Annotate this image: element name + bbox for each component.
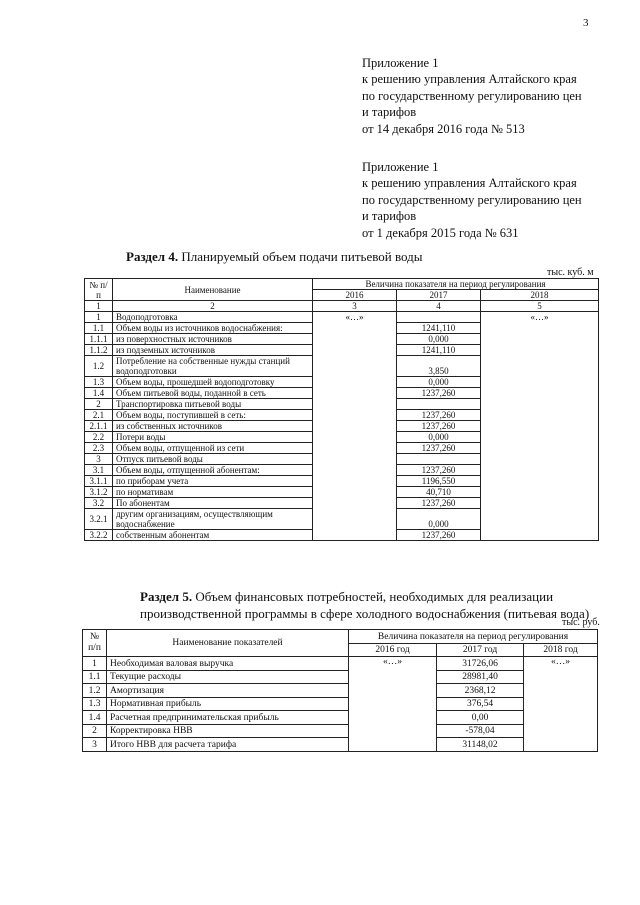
row-number: 1.4 bbox=[83, 711, 107, 725]
value-2016: «…» bbox=[349, 657, 437, 752]
row-number: 3 bbox=[83, 738, 107, 752]
row-name: Потребление на собственные нужды станций водоподготовки bbox=[113, 356, 313, 377]
row-number: 2.3 bbox=[85, 443, 113, 454]
row-name: из поверхностных источников bbox=[113, 334, 313, 345]
value-2017: 31148,02 bbox=[437, 738, 524, 752]
table-row bbox=[83, 711, 598, 725]
appendix-line: и тарифов bbox=[362, 209, 417, 224]
table-row bbox=[83, 738, 598, 752]
value-2017: 0,000 bbox=[397, 334, 481, 345]
row-number: 1.3 bbox=[83, 697, 107, 711]
appendix-line: Приложение 1 bbox=[362, 56, 439, 70]
row-number: 2.1.1 bbox=[85, 421, 113, 432]
value-2017: 1237,260 bbox=[397, 388, 481, 399]
row-number: 3.2 bbox=[85, 498, 113, 509]
row-name: Текущие расходы bbox=[107, 670, 349, 684]
row-name: Объем питьевой воды, поданной в сеть bbox=[113, 388, 313, 399]
value-2017 bbox=[397, 399, 481, 410]
appendix-line: от 14 декабря 2016 года № 513 bbox=[362, 121, 525, 136]
table-row bbox=[83, 684, 598, 698]
row-name: по нормативам bbox=[113, 487, 313, 498]
table-row bbox=[83, 724, 598, 738]
appendix-line: по государственному регулированию цен bbox=[362, 88, 582, 103]
row-number: 3.2.2 bbox=[85, 530, 113, 541]
appendix-line: Приложение 1 bbox=[362, 160, 439, 174]
row-number: 1.3 bbox=[85, 377, 113, 388]
appendix-line: к решению управления Алтайского края bbox=[362, 72, 577, 87]
colnum: 1 bbox=[85, 301, 113, 312]
row-name: Объем воды, прошедшей водоподготовку bbox=[113, 377, 313, 388]
header-name: Наименование показателей bbox=[107, 630, 349, 657]
value-2017: 1237,260 bbox=[397, 421, 481, 432]
row-number: 1.2 bbox=[83, 684, 107, 698]
value-2017: 376,54 bbox=[437, 697, 524, 711]
row-name: Отпуск питьевой воды bbox=[113, 454, 313, 465]
section5-title bbox=[140, 589, 610, 622]
value-2017: 1237,260 bbox=[397, 443, 481, 454]
row-name: По абонентам bbox=[113, 498, 313, 509]
value-2017: 0,00 bbox=[437, 711, 524, 725]
row-number: 1.2 bbox=[85, 356, 113, 377]
row-name: из подземных источников bbox=[113, 345, 313, 356]
row-name: Расчетная предпринимательская прибыль bbox=[107, 711, 349, 725]
header-period: Величина показателя на период регулирования bbox=[349, 630, 598, 644]
header-year-2016: 2016 год bbox=[349, 643, 437, 657]
value-2017: 40,710 bbox=[397, 487, 481, 498]
header-period: Величина показателя на период регулирования bbox=[313, 279, 599, 290]
section5-title-text: Объем финансовых потребностей, необходимых для реализации производственной программы в сфере холодного водоснабжения (питьевая вода) bbox=[140, 589, 590, 621]
row-number: 1.1.2 bbox=[85, 345, 113, 356]
row-name: Объем воды, отпущенной из сети bbox=[113, 443, 313, 454]
value-2017: 1237,260 bbox=[397, 498, 481, 509]
row-number: 1.1.1 bbox=[85, 334, 113, 345]
value-2017: 2368,12 bbox=[437, 684, 524, 698]
colnum: 2 bbox=[113, 301, 313, 312]
colnum: 4 bbox=[397, 301, 481, 312]
value-2017 bbox=[397, 312, 481, 323]
row-number: 1.1 bbox=[85, 323, 113, 334]
value-2017: 31726,06 bbox=[437, 657, 524, 671]
value-2017: 1237,260 bbox=[397, 465, 481, 476]
row-name: из собственных источников bbox=[113, 421, 313, 432]
header-name: Наименование bbox=[113, 279, 313, 301]
value-2017 bbox=[397, 454, 481, 465]
section4-title bbox=[126, 249, 423, 265]
row-number: 3.1.2 bbox=[85, 487, 113, 498]
value-2017: 0,000 bbox=[397, 432, 481, 443]
row-number: 1.1 bbox=[83, 670, 107, 684]
row-name: Объем воды из источников водоснабжения: bbox=[113, 323, 313, 334]
value-2017: 1196,550 bbox=[397, 476, 481, 487]
row-number: 2 bbox=[85, 399, 113, 410]
value-2017: 0,000 bbox=[397, 509, 481, 530]
value-2017: 1237,260 bbox=[397, 530, 481, 541]
row-number: 3.1 bbox=[85, 465, 113, 476]
header-year-2016: 2016 bbox=[313, 290, 397, 301]
value-2017: -578,04 bbox=[437, 724, 524, 738]
appendix-line: и тарифов bbox=[362, 105, 417, 120]
section4-title-text: Планируемый объем подачи питьевой воды bbox=[178, 249, 423, 264]
row-number: 3 bbox=[85, 454, 113, 465]
row-name: Транспортировка питьевой воды bbox=[113, 399, 313, 410]
row-number: 1 bbox=[85, 312, 113, 323]
section4-table bbox=[84, 278, 599, 541]
value-2017: 0,000 bbox=[397, 377, 481, 388]
appendix-line: от 1 декабря 2015 года № 631 bbox=[362, 225, 519, 240]
section5-title-bold: Раздел 5. bbox=[140, 589, 193, 604]
row-number: 2.1 bbox=[85, 410, 113, 421]
row-name: Потери воды bbox=[113, 432, 313, 443]
row-name: по приборам учета bbox=[113, 476, 313, 487]
table-row bbox=[83, 697, 598, 711]
section4-title-bold: Раздел 4. bbox=[126, 249, 179, 264]
colnum: 3 bbox=[313, 301, 397, 312]
appendix-line: по государственному регулированию цен bbox=[362, 192, 582, 207]
header-year-2017: 2017 bbox=[397, 290, 481, 301]
value-2017: 1237,260 bbox=[397, 410, 481, 421]
section5-units: тыс. руб. bbox=[562, 617, 600, 628]
section4-units: тыс. куб. м bbox=[547, 267, 594, 278]
row-number: 1 bbox=[83, 657, 107, 671]
page-number: 3 bbox=[583, 17, 589, 29]
header-year-2018: 2018 год bbox=[524, 643, 598, 657]
value-2017: 3,850 bbox=[397, 356, 481, 377]
appendix-header-old bbox=[362, 159, 582, 241]
header-num: № п/п bbox=[83, 630, 107, 657]
header-num: № п/п bbox=[85, 279, 113, 301]
table-row bbox=[85, 312, 599, 323]
header-year-2017: 2017 год bbox=[437, 643, 524, 657]
row-number: 3.2.1 bbox=[85, 509, 113, 530]
value-2016: «…» bbox=[313, 312, 397, 541]
value-2017: 28981,40 bbox=[437, 670, 524, 684]
value-2017: 1241,110 bbox=[397, 345, 481, 356]
row-name: Итого НВВ для расчета тарифа bbox=[107, 738, 349, 752]
section5-table bbox=[82, 629, 598, 752]
row-number: 3.1.1 bbox=[85, 476, 113, 487]
row-name: собственным абонентам bbox=[113, 530, 313, 541]
row-name: Объем воды, отпущенной абонентам: bbox=[113, 465, 313, 476]
value-2017: 1241,110 bbox=[397, 323, 481, 334]
value-2018: «…» bbox=[524, 657, 598, 752]
row-number: 2 bbox=[83, 724, 107, 738]
row-name: Нормативная прибыль bbox=[107, 697, 349, 711]
row-name: Объем воды, поступившей в сеть: bbox=[113, 410, 313, 421]
appendix-line: к решению управления Алтайского края bbox=[362, 176, 577, 191]
row-number: 2.2 bbox=[85, 432, 113, 443]
row-name: Корректировка НВВ bbox=[107, 724, 349, 738]
value-2018: «…» bbox=[481, 312, 599, 541]
colnum: 5 bbox=[481, 301, 599, 312]
table-row bbox=[83, 657, 598, 671]
row-name: другим организациям, осуществляющим водоснабжение bbox=[113, 509, 313, 530]
table-row bbox=[83, 670, 598, 684]
row-name: Необходимая валовая выручка bbox=[107, 657, 349, 671]
row-number: 1.4 bbox=[85, 388, 113, 399]
row-name: Водоподготовка bbox=[113, 312, 313, 323]
header-year-2018: 2018 bbox=[481, 290, 599, 301]
appendix-header-new bbox=[362, 55, 582, 137]
row-name: Амортизация bbox=[107, 684, 349, 698]
